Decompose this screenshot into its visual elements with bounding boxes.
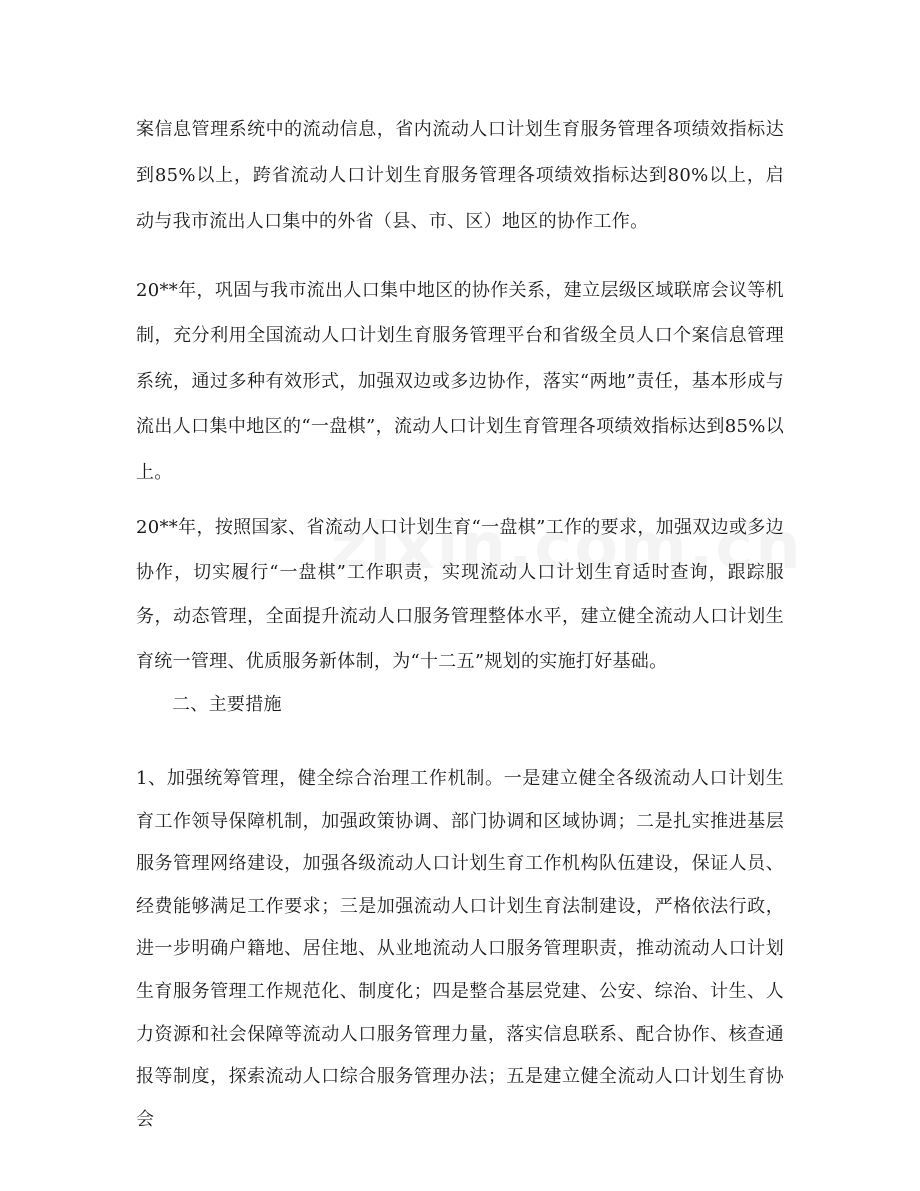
paragraph-unified-management: 20**年，按照国家、省流动人口计划生育“一盘棋”工作的要求，加强双边或多边协作，切实履行“一盘棋”工作职责，实现流动人口计划生育适时查询，跟踪服务，动态管理，全面提升流动人口服务管理整体水平，建立健全流动人口计划生育统一管理、优质服务新体制，为“十二五”规划的实施打好基础。: [136, 517, 784, 672]
paragraph-cooperation: 20**年，巩固与我市流出人口集中地区的协作关系，建立层级区域联席会议等机制，充分利用全国流动人口计划生育服务管理平台和省级全员人口个案信息管理系统，通过多种有效形式，加强双边或多边协作，落实“两地”责任，基本形成与流出人口集中地区的“一盘棋”，流动人口计划生育管理各项绩效指标达到85%以上。: [136, 280, 784, 483]
paragraph-measure-1: 1、加强统筹管理，健全综合治理工作机制。一是建立健全各级流动人口计划生育工作领导保障机制，加强政策协调、部门协调和区域协调；二是扎实推进基层服务管理网络建设，加强各级流动人口计划生育工作机构队伍建设，保证人员、经费能够满足工作要求；三是加强流动人口计划生育法制建设，严格依法行政，进一步明确户籍地、居住地、从业地流动人口服务管理职责，推动流动人口计划生育服务管理工作规范化、制度化；四是整合基层党建、公安、综治、计生、人力资源和社会保障等流动人口服务管理力量，落实信息联系、配合协作、核查通报等制度，探索流动人口综合服务管理办法；五是建立健全流动人口计划生育协会: [136, 768, 784, 1130]
paragraph-indicators-2010: 案信息管理系统中的流动信息，省内流动人口计划生育服务管理各项绩效指标达到85%以上，跨省流动人口计划生育服务管理各项绩效指标达到80%以上，启动与我市流出人口集中的外省（县、市、区）地区的协作工作。: [136, 119, 784, 233]
section-heading-main-measures: 二、主要措施: [172, 694, 282, 715]
